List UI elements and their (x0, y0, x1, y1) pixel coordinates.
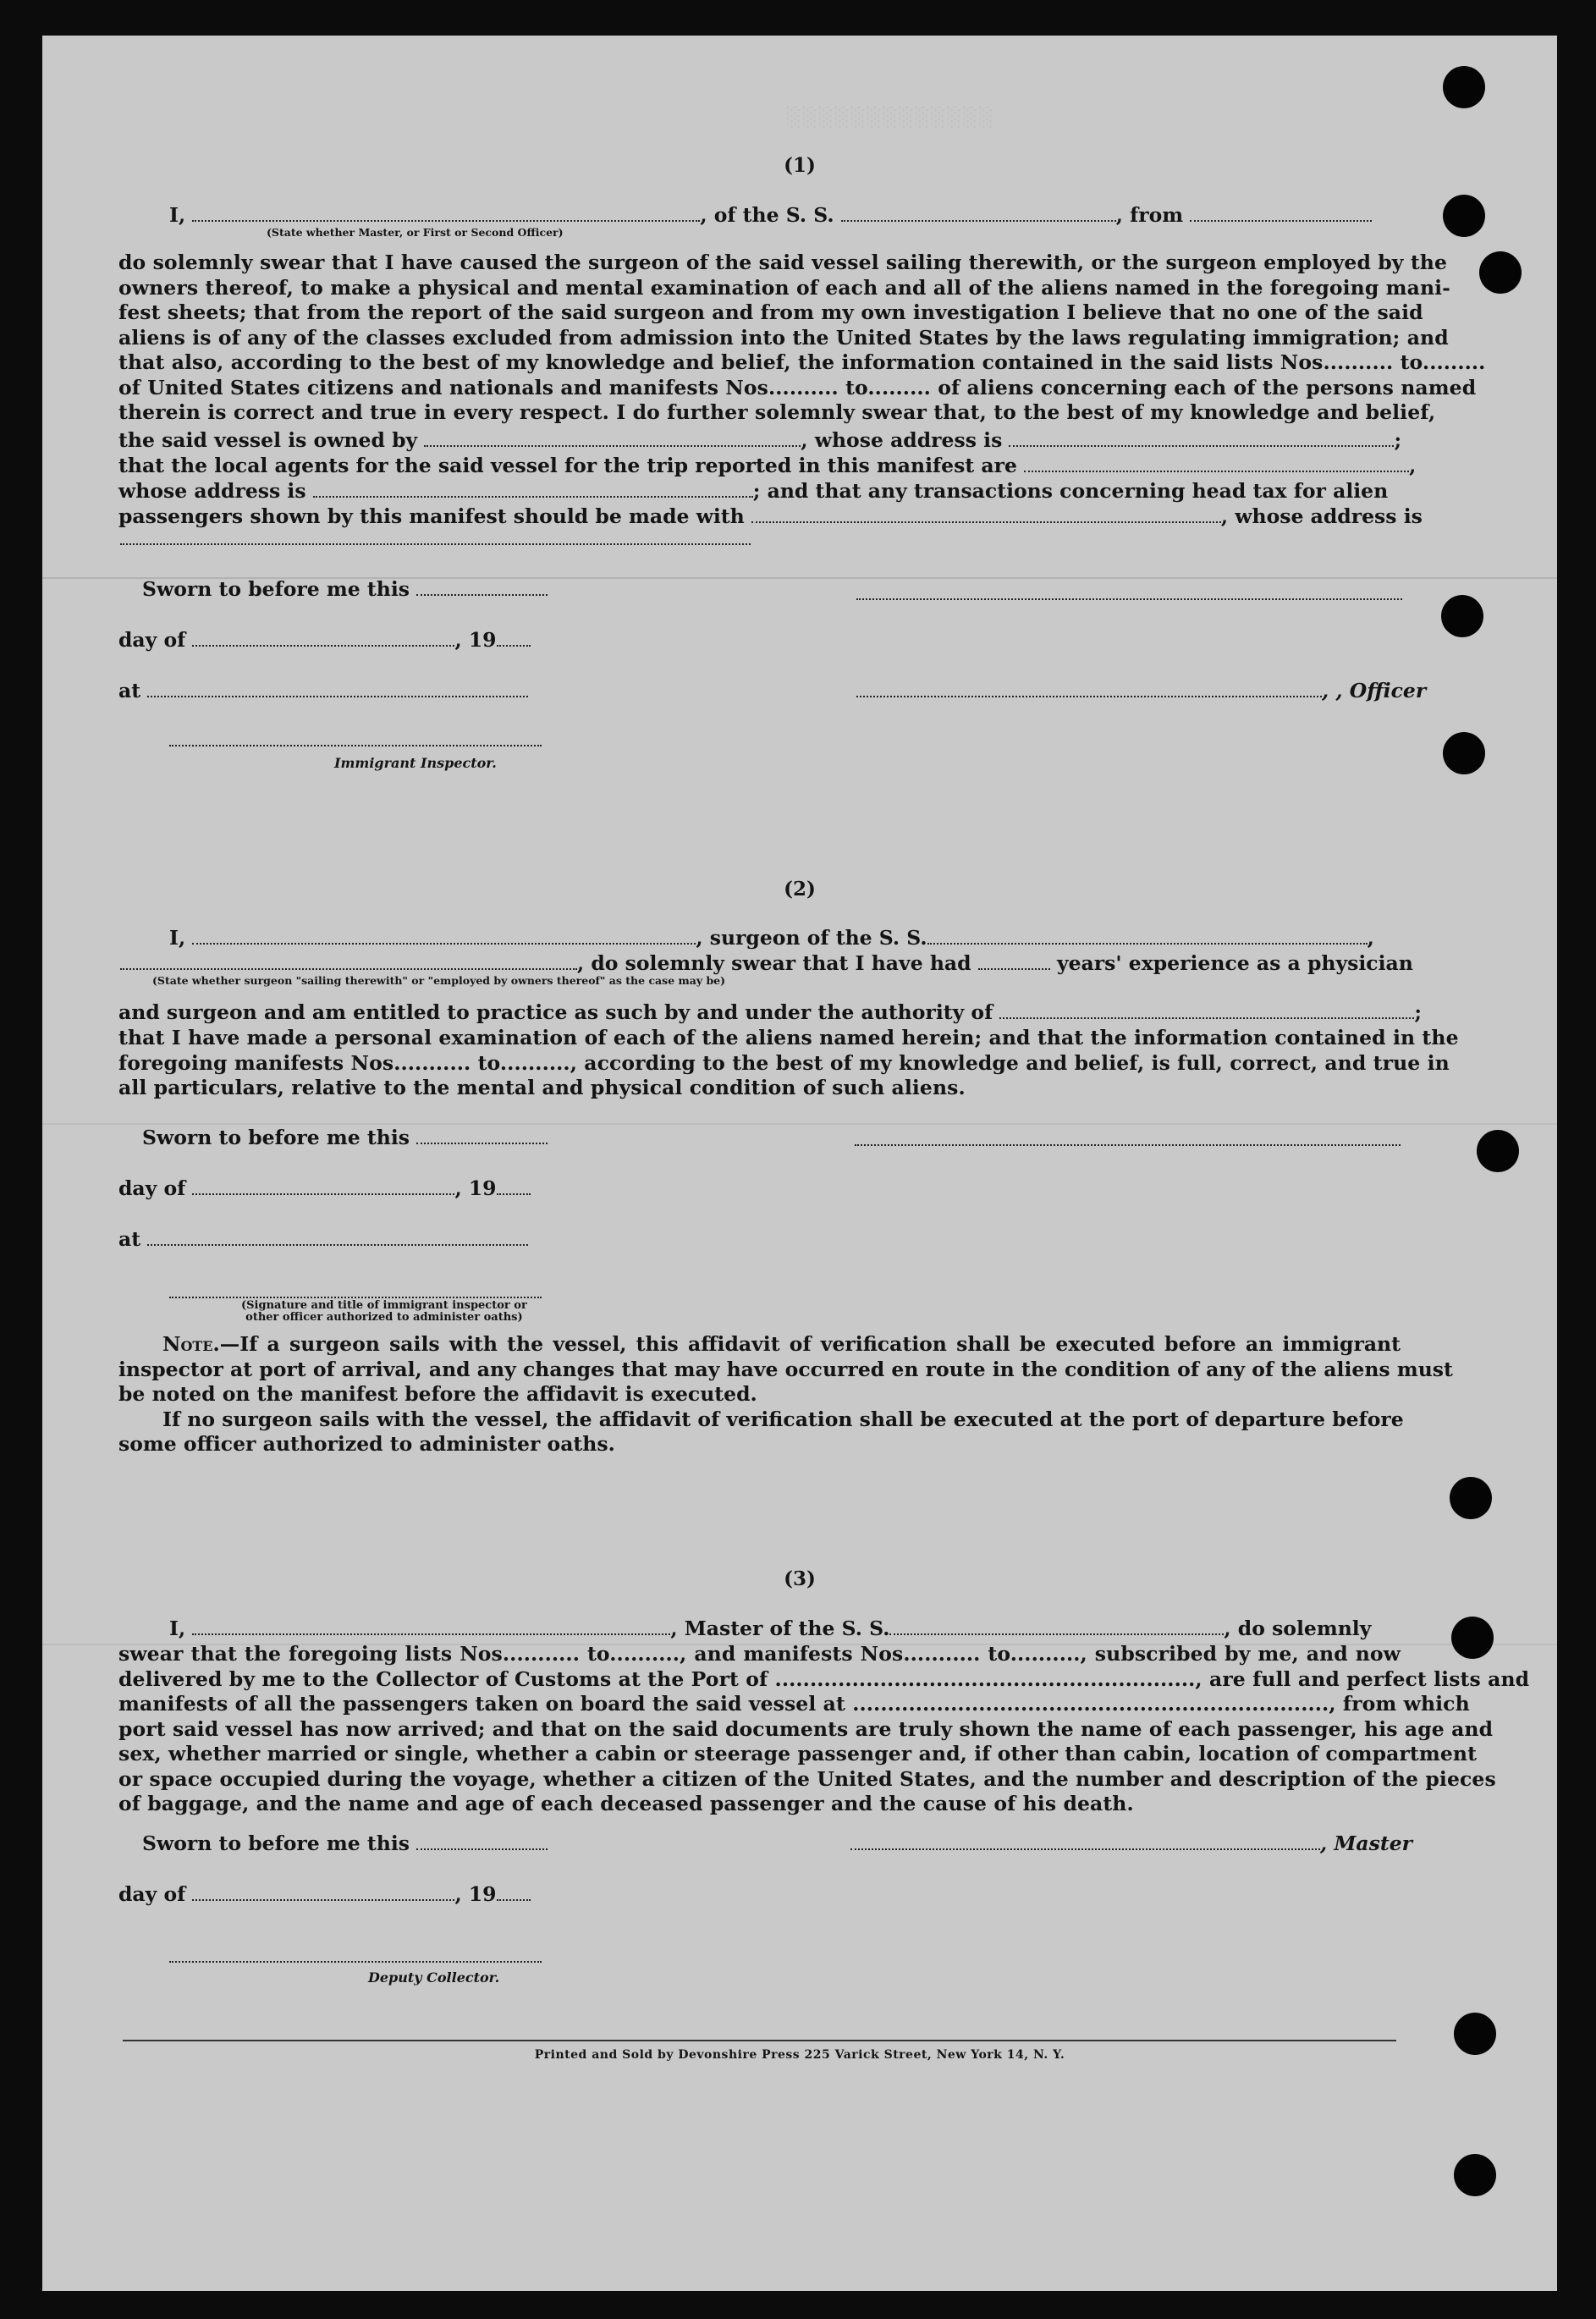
text: , (1367, 926, 1374, 950)
month-field[interactable] (192, 630, 454, 647)
punch-hole (1454, 2154, 1496, 2196)
punch-hole (1443, 195, 1485, 237)
inspector-caption: Immigrant Inspector. (334, 755, 497, 771)
note-line: If no surgeon sails with the vessel, the affidavit of verification shall be executed at the port of departure before (162, 1407, 1404, 1431)
day-of-label: day of (118, 1176, 186, 1200)
punch-hole (1450, 1477, 1492, 1519)
body-line: foregoing manifests Nos........... to.........., according to the best of my knowledge and belief, is full, correct, and true in (118, 1050, 1450, 1075)
master-signature-row (850, 1832, 1412, 1855)
punch-hole (1479, 251, 1522, 294)
manifest-affidavit-sheet (42, 36, 1557, 2291)
officer-opening-line (169, 203, 1372, 227)
caption-line: (Signature and title of immigrant inspector or (241, 1299, 527, 1312)
text: passengers shown by this manifest should be made with (118, 504, 751, 528)
text: I, (169, 1617, 193, 1640)
section-number: (1) (784, 154, 816, 177)
sworn-date-field[interactable] (416, 1833, 548, 1850)
body-line: delivered by me to the Collector of Customs at the Port of ............................................................, are full and perfect lists and (118, 1666, 1530, 1691)
officer-caption: (State whether Master, or First or Second Officer) (267, 226, 564, 239)
punch-hole (1454, 2013, 1496, 2055)
punch-hole (1441, 595, 1483, 637)
text: ; (1414, 1000, 1423, 1024)
sworn-row (142, 577, 548, 601)
fold-line (42, 1123, 1557, 1125)
day-of-row (118, 628, 531, 652)
body-line: owners thereof, to make a physical and mental examination of each and all of the aliens named in the foregoing mani- (118, 275, 1451, 300)
inspector-signature-field[interactable] (169, 1297, 542, 1298)
officer-label: , , Officer (1322, 679, 1427, 702)
note-text: —If a surgeon sails with the vessel, this affidavit of verification shall be executed before an immigrant (219, 1332, 1401, 1356)
signature-caption (241, 1300, 527, 1324)
text: and surgeon and am entitled to practice as such by and under the authority of (118, 1000, 1000, 1024)
sworn-date-field[interactable] (416, 579, 548, 596)
note-paragraph (118, 1332, 1453, 1457)
from-port-field[interactable] (1190, 205, 1372, 222)
body-line: of United States citizens and nationals and manifests Nos.......... to......... of aliens concerning each of the persons named (118, 375, 1477, 399)
body-line: aliens is of any of the classes excluded from admission into the United States by the laws regulating immigration; and (118, 325, 1449, 350)
officer-title-field[interactable] (856, 680, 1322, 697)
agent-address-line (118, 479, 1388, 503)
text: years' experience as a physician (1049, 951, 1413, 975)
master-signature-field[interactable] (850, 1833, 1320, 1850)
text: I, (169, 926, 193, 950)
day-of-row (118, 1176, 531, 1200)
inspector-signature-field[interactable] (169, 745, 542, 746)
year-label: , 19 (454, 1882, 497, 1906)
text: , of the S. S. (700, 203, 841, 227)
at-row (118, 1227, 528, 1251)
year-field[interactable] (497, 1884, 531, 1901)
text: the said vessel is owned by (118, 428, 425, 452)
month-field[interactable] (192, 1884, 454, 1901)
text: ; (1394, 428, 1402, 452)
place-field[interactable] (147, 1229, 528, 1246)
body-line: swear that the foregoing lists Nos........... to.........., and manifests Nos........... to.........., subscribed by me, and now (118, 1642, 1401, 1666)
punch-hole (1443, 732, 1485, 774)
punch-hole (1451, 1617, 1494, 1659)
text: , whose address is (1220, 504, 1423, 528)
year-field[interactable] (497, 1178, 531, 1195)
note-line (118, 1332, 1401, 1358)
body-line: do solemnly swear that I have caused the surgeon of the said vessel sailing therewith, or the surgeon employed by the (118, 251, 1448, 274)
surgeon-signature-field[interactable] (855, 1144, 1401, 1146)
sworn-label: Sworn to before me this (142, 577, 410, 601)
master-vessel-field[interactable] (889, 1618, 1224, 1635)
note-label: Note. (162, 1332, 220, 1356)
year-label: , 19 (454, 628, 497, 652)
day-of-label: day of (118, 1882, 186, 1906)
body-line: sex, whether married or single, whether a cabin or steerage passenger and, if other than cabin, location of compartment (118, 1742, 1478, 1765)
note-line: some officer authorized to administer oaths. (118, 1432, 615, 1456)
month-field[interactable] (192, 1178, 454, 1195)
at-row (118, 679, 528, 702)
body-line: port said vessel has now arrived; and that on the said documents are truly shown the name of each passenger, his age and (118, 1716, 1494, 1741)
text: ; and that any transactions concerning head tax for alien (752, 479, 1389, 503)
text: , do solemnly swear that I have had (577, 951, 978, 975)
head-tax-line (118, 504, 1423, 528)
footer-rule (123, 2040, 1396, 2041)
note-line: inspector at port of arrival, and any changes that may have occurred en route in the condition of any of the aliens must (118, 1357, 1453, 1381)
sworn-date-field[interactable] (416, 1127, 548, 1144)
body-line: manifests of all the passengers taken on board the said vessel at ...................................................................., from which (118, 1692, 1470, 1716)
sworn-label: Sworn to before me this (142, 1832, 410, 1855)
caption-line: other officer authorized to administer oaths) (245, 1311, 523, 1324)
place-field[interactable] (147, 680, 528, 697)
authority-field[interactable] (999, 1002, 1414, 1019)
year-field[interactable] (497, 630, 531, 647)
master-line-1 (169, 1617, 1371, 1640)
body-line: therein is correct and true in every respect. I do further solemnly swear that, to the best of my knowledge and belief, (118, 400, 1436, 424)
text: whose address is (118, 479, 313, 503)
day-of-label: day of (118, 628, 186, 652)
collector-caption: Deputy Collector. (368, 1969, 500, 1986)
body-line: or space occupied during the voyage, whether a citizen of the United States, and the number and description of the pieces (118, 1766, 1496, 1791)
officer-label-text: , Officer (1335, 679, 1427, 702)
section-number: (3) (784, 1567, 816, 1590)
printer-imprint: Printed and Sold by Devonshire Press 225 Varick Street, New York 14, N. Y. (534, 2048, 1065, 2062)
agents-line (118, 454, 1416, 477)
text: , from (1115, 203, 1191, 227)
master-name-field[interactable] (192, 1618, 670, 1635)
sworn-label: Sworn to before me this (142, 1126, 410, 1149)
punch-hole (1443, 66, 1485, 108)
surgeon-vessel-field[interactable] (927, 928, 1368, 945)
officer-row (856, 679, 1426, 702)
section-number: (2) (784, 878, 816, 901)
text: , surgeon of the S. S. (696, 926, 927, 950)
agent-address-field[interactable] (313, 481, 753, 498)
section1-body (118, 251, 1486, 426)
text: , do solemnly (1224, 1617, 1372, 1640)
surgeon-name-field[interactable] (192, 928, 696, 945)
owner-field[interactable] (424, 430, 801, 447)
surgeon-line-2 (120, 951, 1413, 975)
note-line: be noted on the manifest before the affidavit is executed. (118, 1382, 757, 1406)
punch-hole (1477, 1130, 1519, 1172)
owner-address-field[interactable] (1009, 430, 1394, 447)
sworn-row (142, 1126, 548, 1149)
body-line: that also, according to the best of my knowledge and belief, the information contained in the said lists Nos.......... to......... (118, 350, 1486, 374)
vessel-name-field[interactable] (841, 205, 1116, 222)
section2-body (118, 1026, 1459, 1101)
sworn-row (142, 1832, 548, 1855)
text: I, (169, 203, 193, 227)
text: , (1409, 454, 1417, 477)
section3-body (118, 1642, 1530, 1817)
body-line: all particulars, relative to the mental and physical condition of such aliens. (118, 1076, 966, 1099)
head-tax-address-field[interactable] (120, 543, 751, 545)
body-line: that I have made a personal examination of each of the aliens named herein; and that the information contained in the (118, 1026, 1459, 1049)
at-label: at (118, 679, 141, 702)
agents-field[interactable] (1024, 455, 1409, 472)
years-field[interactable] (978, 953, 1050, 970)
head-tax-party-field[interactable] (751, 506, 1221, 523)
text: , whose address is (801, 428, 1010, 452)
surgeon-caption: (State whether surgeon "sailing therewith" or "employed by owners thereof" as the case may be) (152, 974, 726, 987)
officer-signature-field[interactable] (856, 598, 1402, 600)
text: , Master of the S. S. (670, 1617, 890, 1640)
collector-signature-field[interactable] (169, 1961, 542, 1963)
authority-line (118, 1000, 1422, 1024)
body-line: of baggage, and the name and age of each deceased passenger and the cause of his death. (118, 1792, 1134, 1815)
master-label: , Master (1320, 1832, 1413, 1855)
officer-name-field[interactable] (192, 205, 700, 222)
surgeon-status-field[interactable] (120, 953, 577, 970)
bleed-through-header: ░░░░░░░░░░░░░ (787, 107, 995, 129)
at-label: at (118, 1227, 141, 1251)
year-label: , 19 (454, 1176, 497, 1200)
owned-by-line (118, 428, 1401, 452)
text: that the local agents for the said vessel for the trip reported in this manifest are (118, 454, 1025, 477)
body-line: fest sheets; that from the report of the said surgeon and from my own investigation I believe that no one of the said (118, 300, 1423, 324)
day-of-row (118, 1882, 531, 1906)
surgeon-line-1 (169, 926, 1374, 950)
